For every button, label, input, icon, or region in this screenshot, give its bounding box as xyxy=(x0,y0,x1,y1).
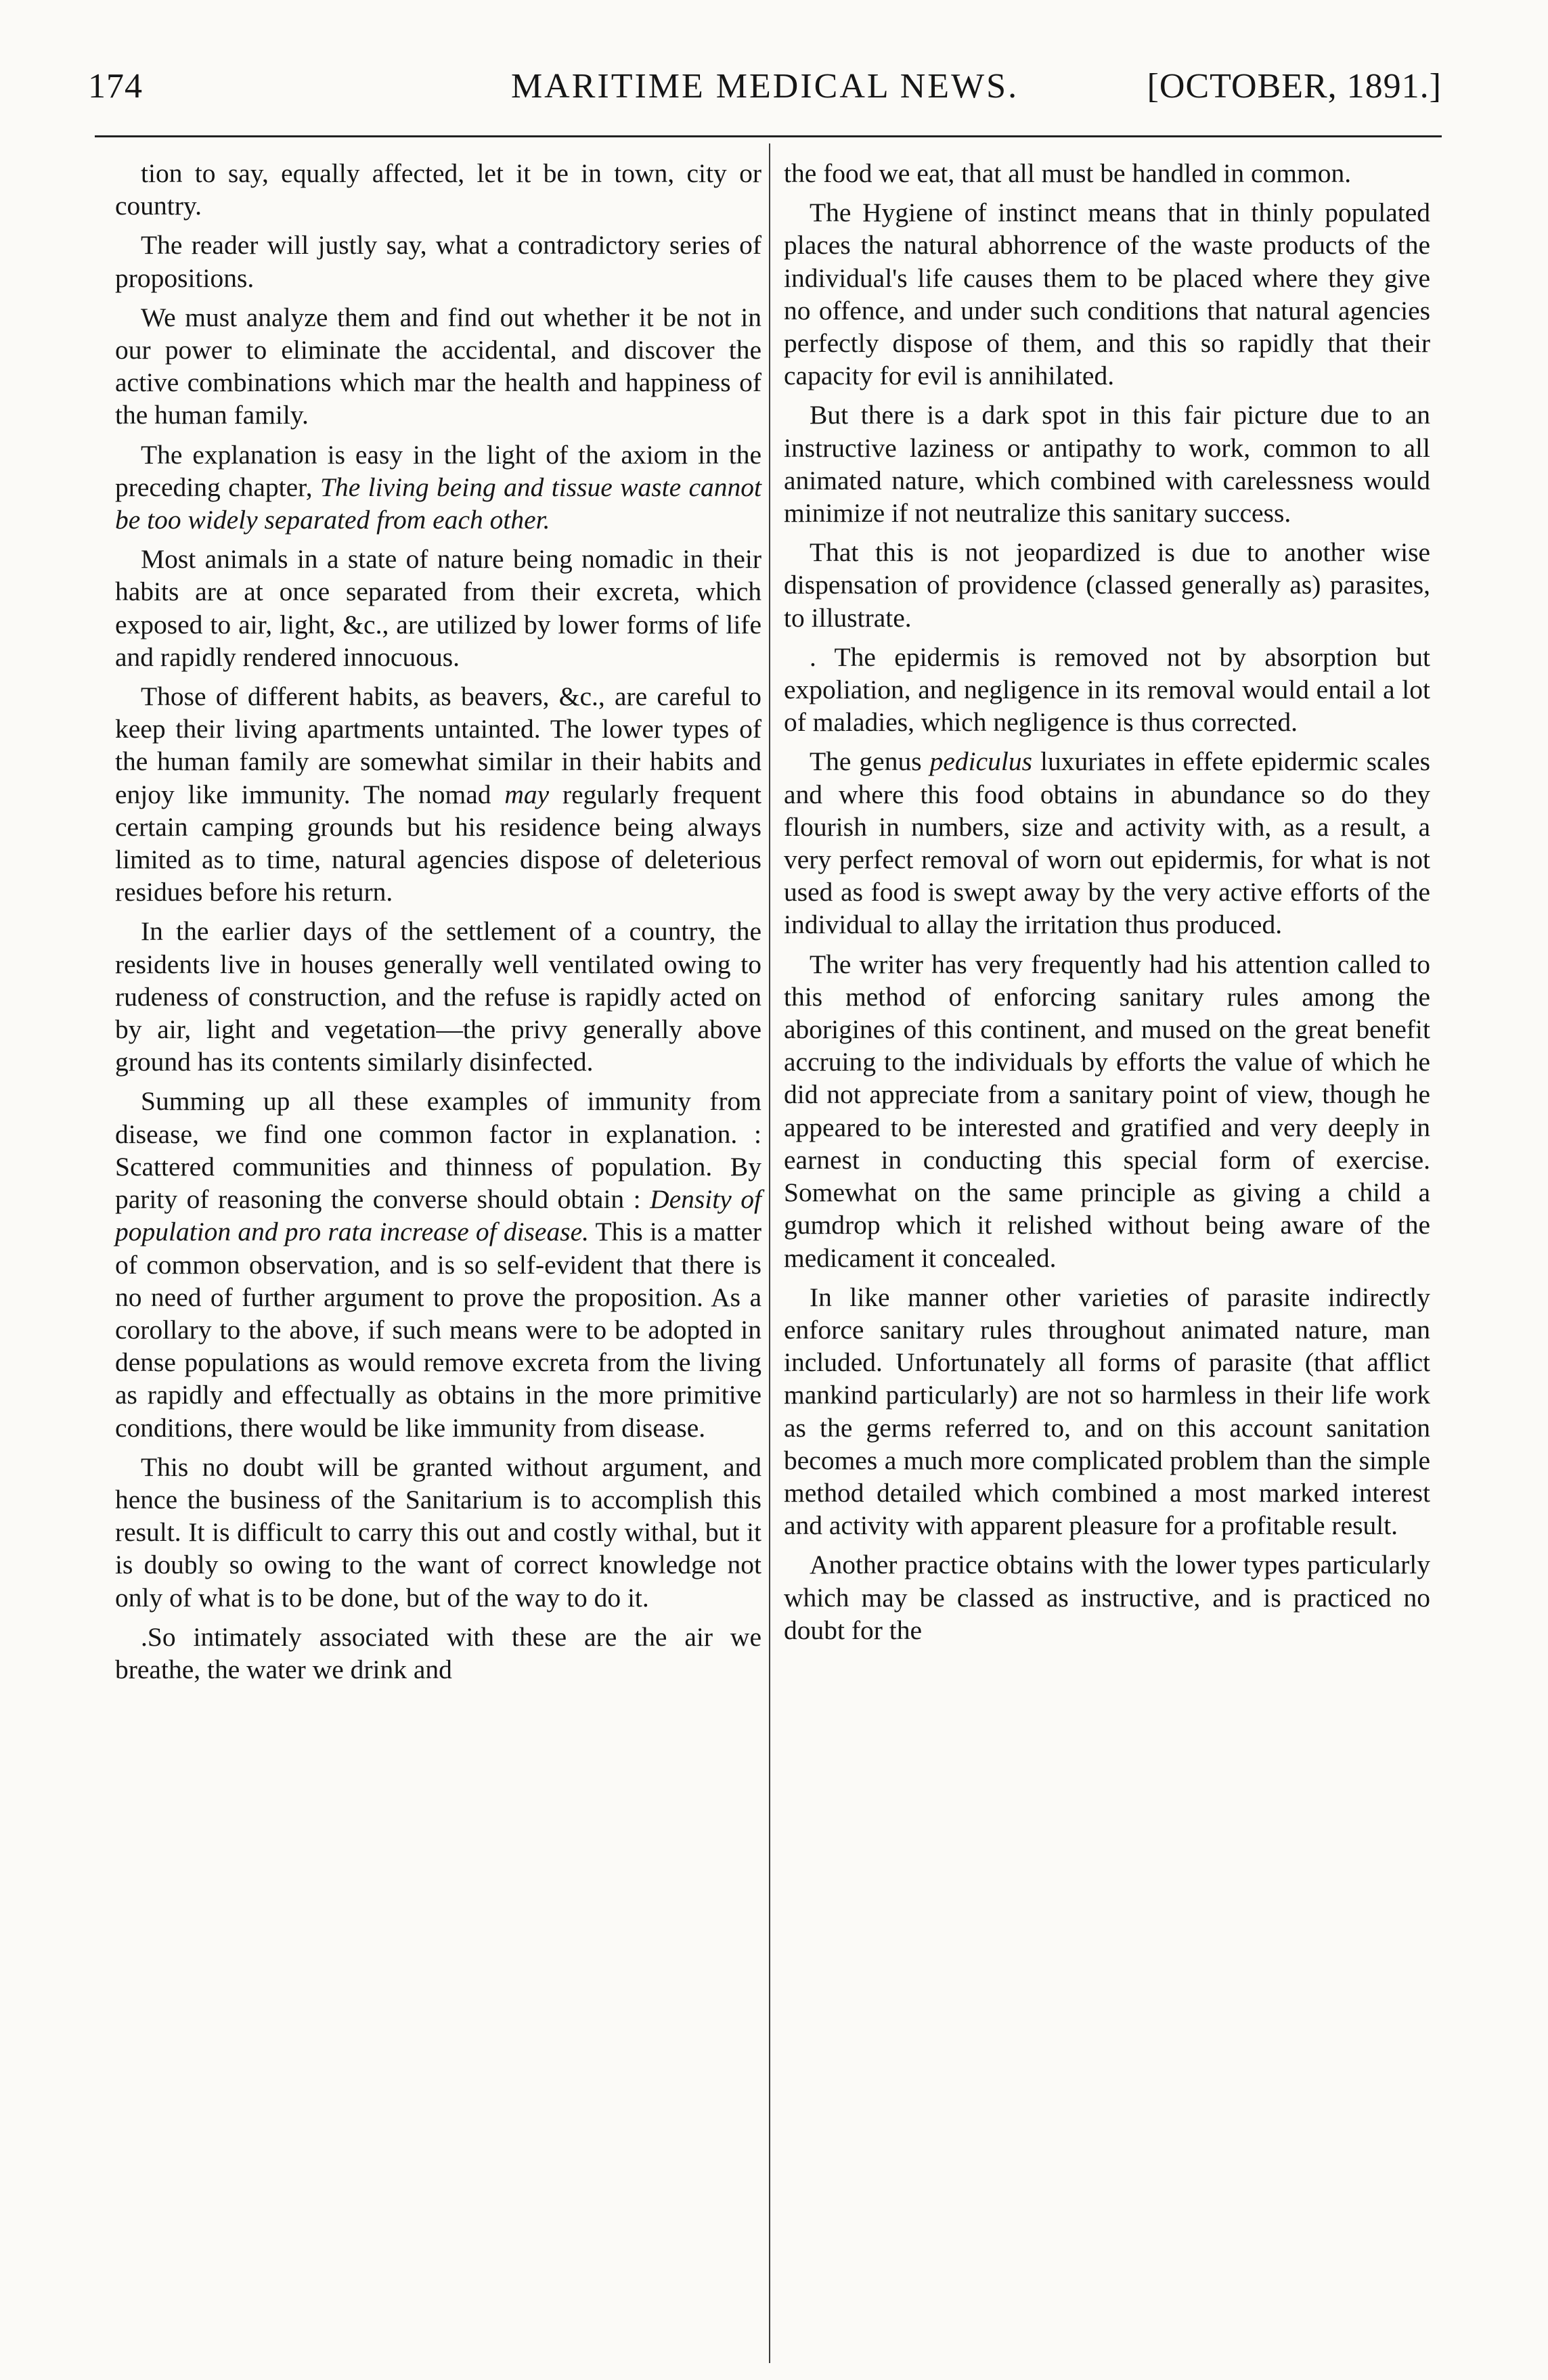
paragraph-text: This is a matter of common observation, and is so self-evident that there is no need of further argument to prove the proposition. As a corollary to the above, if such means were to be adopted in dense populations as would remove excreta from the living as rapidly and effectually as obtains in the more primitive conditions, there would be like immunity from disease. xyxy=(115,1217,762,1443)
paragraph xyxy=(784,196,1430,392)
paragraph-text: Most animals in a state of nature being nomadic in their habits are at once separated from their excreta, which exposed to air, light, &c., are utilized by lower forms of life and rapidly rendered innocuous. xyxy=(115,544,761,672)
left-column xyxy=(115,157,761,1692)
paragraph-text: luxuriates in effete epidermic scales and where this food obtains in abundance so do they flourish in numbers, size and activity with, as a result, a very perfect removal of worn out epidermis, for what is not used as food is swept away by the very active efforts of the individual to allay the irritation thus produced. xyxy=(784,746,1430,940)
running-header xyxy=(88,53,1442,114)
paragraph-text: The writer has very frequently had his attention called to this method of enforcing sanitary rules among the aborigines of this continent, and mused on the great benefit accruing to the individuals by efforts the value of which he did not appreciate from a sanitary point of view, though he appeared to be interested and gratified and very deeply in earnest in conducting this special form of exercise. Somewhat on the same principle as giving a child a gumdrop which it relished without being aware of the medicament it concealed. xyxy=(784,949,1430,1273)
paragraph-text: The Hygiene of instinct means that in thinly populated places the natural abhorrence of the waste products of the individual's life causes them to be placed where they give no offence, and under such conditions that natural agencies perfectly dispose of them, and this so rapidly that their capacity for evil is annihilated. xyxy=(784,198,1430,391)
italic-text: may xyxy=(504,779,550,809)
italic-text: pediculus xyxy=(929,746,1032,777)
italic-text: The living being and tissue waste cannot be too widely separated from each other. xyxy=(115,472,761,535)
paragraph-text: . The epidermis is removed not by absorption but expoliation, and negligence in its removal would entail a lot of maladies, which negligence is thus corrected. xyxy=(784,642,1430,738)
paragraph xyxy=(115,1621,761,1686)
paragraph-text: Those of different habits, as beavers, &c., are careful to keep their living apartments untainted. The lower types of the human family are somewhat similar in their habits and enjoy like immunity. The nomad xyxy=(115,681,761,809)
paragraph xyxy=(784,536,1430,634)
journal-title: MARITIME MEDICAL NEWS. xyxy=(510,67,1019,106)
paragraph-text: That this is not jeopardized is due to another wise dispensation of providence (classed generally as) parasites, to illustrate. xyxy=(784,537,1430,633)
paragraph-text: .So intimately associated with these are the air we breathe, the water we drink and xyxy=(115,1621,761,1684)
paragraph xyxy=(784,1548,1430,1646)
paragraph xyxy=(115,301,761,432)
paragraph-text: In like manner other varieties of parasite indirectly enforce sanitary rules throughout animated nature, man included. Unfortunately all forms of parasite (that afflict mankind particularly) are not so harmless in their life work as the germs referred to, and on this account sanitation becomes a much more complicated problem than the simple method detailed which combined a most marked interest and activity with apparent pleasure for a profitable result. xyxy=(784,1282,1430,1541)
paragraph xyxy=(115,543,761,673)
paragraph xyxy=(115,229,761,294)
paragraph-text: This no doubt will be granted without argument, and hence the business of the Sanitarium is to accomplish this result. It is difficult to carry this out and costly withal, but it is doubly so owing to the want of correct knowledge not only of what is to be done, but of the way to do it. xyxy=(115,1452,761,1613)
paragraph-text: The genus xyxy=(810,746,930,777)
paragraph-text: the food we eat, that all must be handled in common. xyxy=(784,158,1352,188)
paragraph-text: regularly frequent certain camping grounds but his residence being always limited as to time, natural agencies dispose of deleterious residues before his return. xyxy=(115,779,762,907)
paragraph-text: Another practice obtains with the lower types particularly which may be classed as instructive, and is practiced no doubt for the xyxy=(784,1550,1430,1645)
column-divider xyxy=(769,143,770,2363)
right-column xyxy=(784,157,1430,1653)
paragraph xyxy=(115,157,761,222)
paragraph xyxy=(784,399,1430,529)
italic-text: Density of population and pro rata increase of disease. xyxy=(115,1184,761,1247)
paragraph xyxy=(784,1281,1430,1542)
paragraph-text: The reader will justly say, what a contradictory series of propositions. xyxy=(115,230,761,293)
paragraph xyxy=(115,680,761,908)
paragraph-text: In the earlier days of the settlement of a country, the residents live in houses generally well ventilated owing to rudeness of construction, and the refuse is rapidly acted on by air, light and vegetation—the privy generally above ground has its contents similarly disinfected. xyxy=(115,916,761,1077)
paragraph xyxy=(115,439,761,537)
paragraph-text: But there is a dark spot in this fair picture due to an instructive laziness or antipathy to work, common to all animated nature, which combined with carelessness would minimize if not neutralize this sanitary success. xyxy=(784,400,1430,529)
paragraph-text: Summing up all these examples of immunity from disease, we find one common factor in explanation. : Scattered communities and thinness of population. By parity of reasoning the converse should obtain : xyxy=(115,1086,761,1215)
paragraph-text: The explanation is easy in the light of the axiom in the preceding chapter, xyxy=(115,439,761,502)
header-rule xyxy=(95,135,1442,137)
paragraph xyxy=(115,1085,761,1443)
paragraph xyxy=(784,745,1430,941)
paragraph xyxy=(784,157,1430,189)
paragraph xyxy=(784,641,1430,739)
paragraph xyxy=(115,1451,761,1614)
paragraph-text: We must analyze them and find out whether it be not in our power to eliminate the accidental, and discover the active combinations which mar the health and happiness of the human family. xyxy=(115,302,761,430)
paragraph xyxy=(115,915,761,1078)
paragraph xyxy=(784,948,1430,1274)
paragraph-text: tion to say, equally affected, let it be in town, city or country. xyxy=(115,158,761,221)
page-number: 174 xyxy=(88,67,143,106)
issue-date: [OCTOBER, 1891.] xyxy=(1147,67,1442,106)
